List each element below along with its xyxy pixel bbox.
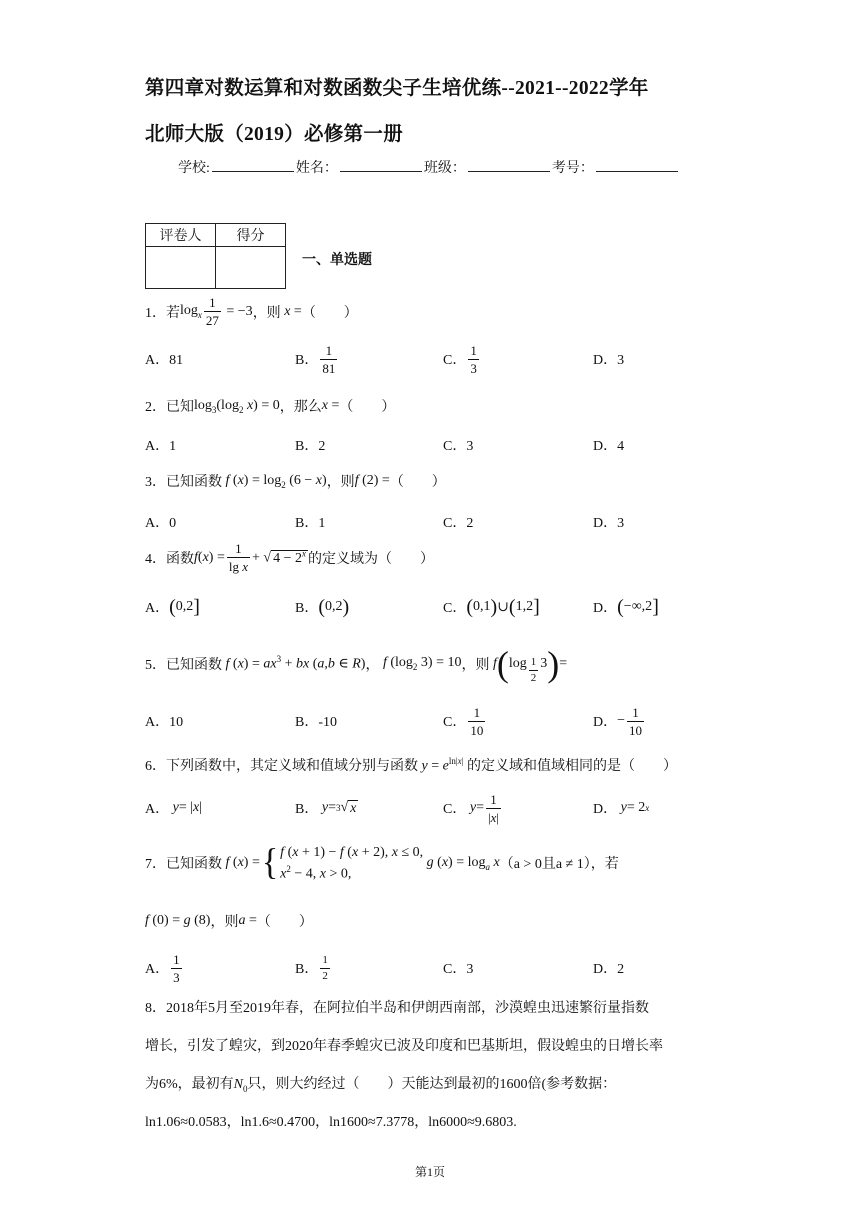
q5-option-d[interactable]: D． − $\frac{1}{10}$ bbox=[593, 704, 643, 738]
q2-option-c[interactable]: C．3 bbox=[443, 439, 474, 454]
q5-options bbox=[145, 704, 745, 738]
q4-option-c[interactable]: C． ( 0,1 ) ∪ ( 1,2 ] bbox=[443, 595, 540, 618]
q1-option-b[interactable]: B． $\frac{1}{81}$ bbox=[295, 342, 336, 376]
school-label: 学校: bbox=[178, 161, 210, 176]
q1-option-d[interactable]: D．3 bbox=[593, 353, 625, 368]
question-4: 4．函数 f(x) = $\frac{1}{\text{lg x}}$ + √ $4 - 2^x$ 的定义域为（ ） bbox=[145, 541, 434, 574]
page-title: 第四章对数运算和对数函数尖子生培优练--2021--2022学年 bbox=[145, 78, 649, 99]
q5-option-a[interactable]: A．10 bbox=[145, 715, 184, 730]
question-1: 1．若 $\log_x$ $\frac{1}{27}$ = −3 ，则 x = （ ） bbox=[145, 295, 358, 328]
question-6: 6．下列函数中，其定义域和值域分别与函数 $y = e^{ln|x|}$ 的定义域和值域相同的是（ ） bbox=[145, 755, 677, 774]
q4-option-b[interactable]: B． ( 0,2 ) bbox=[295, 595, 350, 618]
name-blank bbox=[340, 157, 422, 172]
q7-option-b[interactable]: B． $\frac{1}{2}$ bbox=[295, 953, 328, 982]
question-3: 3．已知函数 f $(x) = \log_2 (6 - x)$ ，则 f (2) = （ ） bbox=[145, 472, 446, 490]
q2-option-b[interactable]: B．2 bbox=[295, 439, 326, 454]
score-cell bbox=[216, 247, 286, 289]
q3-option-b[interactable]: B．1 bbox=[295, 516, 326, 531]
page-number: 第1页 bbox=[414, 1165, 445, 1179]
question-5: 5．已知函数 f $(x) = ax^3$ + bx (a,b ∈ R) ， f ($\log_2$ 3) = 10 ，则 f ( log $\frac{1}{2}$ 3 ) = bbox=[145, 643, 568, 684]
class-blank bbox=[468, 157, 550, 172]
grader-cell bbox=[146, 247, 216, 289]
q6-option-b[interactable]: B． y = 3 √ x bbox=[295, 800, 357, 817]
q2-options bbox=[145, 428, 745, 462]
q6-option-d[interactable]: D． y = 2 x bbox=[593, 800, 650, 817]
question-7-line2: f (0) = g (8) ，则 a = （ ） bbox=[145, 913, 313, 930]
q4-option-d[interactable]: D． ( −∞,2 ] bbox=[593, 595, 659, 618]
score-header: 得分 bbox=[216, 224, 286, 247]
school-blank bbox=[212, 157, 294, 172]
q2-option-a[interactable]: A．1 bbox=[145, 439, 177, 454]
q3-option-c[interactable]: C．2 bbox=[443, 516, 474, 531]
question-8-line1: 8．2018年5月至2019年春，在阿拉伯半岛和伊朗西南部，沙漠蝗虫迅速繁衍量指数 bbox=[145, 1001, 649, 1016]
q1-option-a[interactable]: A．81 bbox=[145, 353, 184, 368]
q5-option-c[interactable]: C． $\frac{1}{10}$ bbox=[443, 704, 484, 738]
question-7: 7．已知函数 f (x) = { f (x + 1) − f (x + 2), x ≤ 0, $x^2 - 4$, x > 0, g $(x) = \log_a x$ （a > 0且a ≠ 1），若 bbox=[145, 842, 619, 884]
grader-header: 评卷人 bbox=[146, 224, 216, 247]
q6-option-a[interactable]: A． y = | x | bbox=[145, 800, 203, 817]
q4-options bbox=[145, 590, 745, 624]
q1-option-c[interactable]: C． $\frac{1}{3}$ bbox=[443, 342, 477, 376]
student-info bbox=[178, 157, 680, 177]
page-subtitle: 北师大版（2019）必修第一册 bbox=[145, 124, 403, 145]
q7-options bbox=[145, 951, 745, 985]
q7-option-a[interactable]: A． $\frac{1}{3}$ bbox=[145, 951, 180, 985]
exam-no-blank bbox=[596, 157, 678, 172]
q1-options bbox=[145, 342, 745, 376]
q3-option-d[interactable]: D．3 bbox=[593, 516, 625, 531]
name-label: 姓名： bbox=[295, 161, 338, 176]
q6-option-c[interactable]: C． y = $\frac{1}{|x|}$ bbox=[443, 791, 499, 825]
q1-stem: 1．若 bbox=[145, 305, 180, 321]
q3-option-a[interactable]: A．0 bbox=[145, 516, 177, 531]
q2-option-d[interactable]: D．4 bbox=[593, 439, 625, 454]
q3-options bbox=[145, 505, 745, 539]
class-label: 班级： bbox=[423, 161, 466, 176]
question-8-line3: 为6%，最初有$N_0$只，则大约经过（ ）天能达到最初的1600倍(参考数据： bbox=[145, 1077, 617, 1094]
q7-option-d[interactable]: D．2 bbox=[593, 962, 625, 977]
question-8-line2: 增长，引发了蝗灾，到2020年春季蝗灾已波及印度和巴基斯坦，假设蝗虫的日增长率 bbox=[145, 1039, 663, 1054]
section-title: 一、单选题 bbox=[302, 253, 372, 268]
q7-option-c[interactable]: C．3 bbox=[443, 962, 474, 977]
q1-paren: （ ） bbox=[301, 305, 358, 321]
question-8-line4: ln1.06≈0.0583，ln1.6≈0.4700，ln1600≈7.3778，ln6000≈9.6803. bbox=[145, 1115, 517, 1130]
question-2: 2．已知 $\log_3(\log_2$ x) = 0 ，那么 x = （ ） bbox=[145, 397, 396, 415]
q4-option-a[interactable]: A． ( 0,2 ] bbox=[145, 595, 200, 618]
q1-tail: ，则 bbox=[252, 305, 281, 321]
exam-no-label: 考号： bbox=[551, 161, 594, 176]
score-table bbox=[145, 223, 286, 289]
q5-option-b[interactable]: B．-10 bbox=[295, 715, 337, 730]
q6-options bbox=[145, 791, 745, 825]
